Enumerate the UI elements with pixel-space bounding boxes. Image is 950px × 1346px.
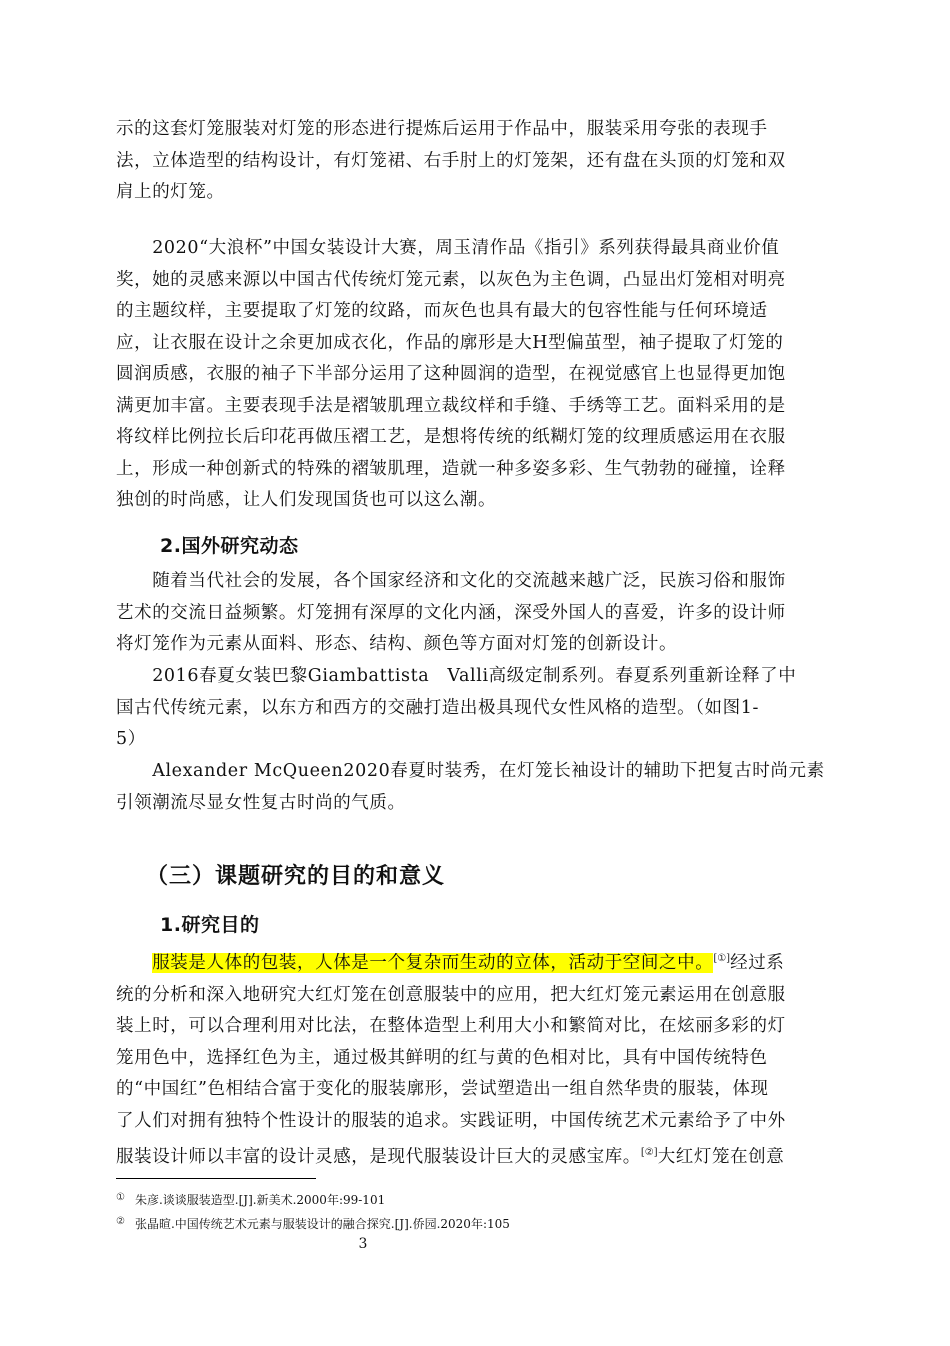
page-number: 3 bbox=[358, 1236, 368, 1252]
highlighted-text: 服装是人体的包装，人体是一个复杂而生动的立体，活动于空间之中。 bbox=[152, 953, 714, 973]
text-line: 应，让衣服在设计之余更加成衣化，作品的廓形是大H型偏茧型，袖子提取了灯笼的 bbox=[116, 332, 784, 353]
text-fragment: 大红灯笼在创意 bbox=[657, 1147, 785, 1167]
text-line: 法，立体造型的结构设计，有灯笼裙、右手肘上的灯笼架，还有盘在头顶的灯笼和双 bbox=[116, 150, 786, 171]
paragraph-dalang-cup bbox=[116, 233, 834, 517]
paragraph-giambattista-valli bbox=[116, 661, 834, 756]
footnote-text: 张晶暄.中国传统艺术元素与服装设计的融合探究.[J].侨园.2020年:105 bbox=[134, 1217, 510, 1231]
text-line: 2016春夏女装巴黎Giambattista Valli高级定制系列。春夏系列重新诠释了中 bbox=[116, 666, 797, 686]
text-line: 国古代传统元素，以东方和西方的交融打造出极具现代女性风格的造型。（如图1- bbox=[116, 697, 759, 718]
text-line: 肩上的灯笼。 bbox=[116, 182, 225, 202]
text-line: 笼用色中，选择红色为主，通过极其鲜明的红与黄的色相对比，具有中国传统特色 bbox=[116, 1047, 768, 1068]
footnote-ref-2[interactable]: [②] bbox=[640, 1147, 658, 1158]
text-line: 示的这套灯笼服装对灯笼的形态进行提炼后运用于作品中，服装采用夸张的表现手 bbox=[116, 119, 768, 139]
footnote-separator bbox=[116, 1178, 316, 1179]
footnote-mark: ① bbox=[116, 1192, 125, 1203]
text-line: 的“中国红”色相结合富于变化的服装廓形，尝试塑造出一组自然华贵的服装，体现 bbox=[116, 1079, 769, 1099]
footnote-2 bbox=[116, 1214, 510, 1232]
text-line: 将纹样比例拉长后印花再做压褶工艺，是想将传统的纸糊灯笼的纹理质感运用在衣服 bbox=[116, 427, 786, 447]
paragraph-lantern-costume bbox=[116, 114, 834, 209]
footnote-ref-1[interactable]: [①] bbox=[713, 953, 731, 964]
heading-section-purpose-significance: （三）课题研究的目的和意义 bbox=[146, 864, 446, 889]
heading-research-purpose: 1.研究目的 bbox=[160, 914, 260, 936]
text-line: 装上时，可以合理利用对比法，在整体造型上利用大小和繁简对比，在炫丽多彩的灯 bbox=[116, 1016, 786, 1036]
paragraph-cultural-exchange bbox=[116, 566, 834, 661]
text-line: 了人们对拥有独特个性设计的服装的追求。实践证明，中国传统艺术元素给予了中外 bbox=[116, 1110, 786, 1131]
heading-foreign-research: 2.国外研究动态 bbox=[160, 535, 299, 557]
text-line-first bbox=[116, 943, 834, 980]
text-line: Alexander McQueen2020春夏时装秀，在灯笼长袖设计的辅助下把复古时尚元素 bbox=[116, 761, 825, 781]
text-fragment: 经过系 bbox=[730, 953, 785, 973]
text-line: 的主题纹样，主要提取了灯笼的纹路，而灰色也具有最大的包容性能与任何环境适 bbox=[116, 301, 768, 321]
text-line-last bbox=[116, 1137, 834, 1174]
text-line: 满更加丰富。主要表现手法是褶皱肌理立裁纹样和手缝、手绣等工艺。面料采用的是 bbox=[116, 395, 786, 416]
text-line: 随着当代社会的发展，各个国家经济和文化的交流越来越广泛，民族习俗和服饰 bbox=[116, 571, 786, 591]
text-line: 5） bbox=[116, 729, 146, 749]
text-line: 2020“大浪杯”中国女装设计大赛，周玉清作品《指引》系列获得最具商业价值 bbox=[116, 238, 780, 258]
paragraph-research-purpose bbox=[116, 943, 834, 1174]
text-fragment: 服装设计师以丰富的设计灵感，是现代服装设计巨大的灵感宝库。 bbox=[116, 1147, 641, 1167]
footnote-text: 朱彦.谈谈服装造型.[J].新美术.2000年:99-101 bbox=[134, 1193, 386, 1207]
text-line: 上，形成一种创新式的特殊的褶皱肌理，造就一种多姿多彩、生气勃勃的碰撞，诠释 bbox=[116, 458, 786, 479]
text-line: 圆润质感，衣服的袖子下半部分运用了这种圆润的造型，在视觉感官上也显得更加饱 bbox=[116, 364, 786, 384]
text-line: 统的分析和深入地研究大红灯笼在创意服装中的应用，把大红灯笼元素运用在创意服 bbox=[116, 984, 786, 1005]
text-line: 独创的时尚感，让人们发现国货也可以这么潮。 bbox=[116, 490, 497, 510]
text-line: 艺术的交流日益频繁。灯笼拥有深厚的文化内涵，深受外国人的喜爱，许多的设计师 bbox=[116, 602, 786, 623]
paragraph-alexander-mcqueen bbox=[116, 756, 834, 819]
footnote-1 bbox=[116, 1190, 385, 1208]
footnote-mark: ② bbox=[116, 1216, 125, 1227]
text-line: 奖，她的灵感来源以中国古代传统灯笼元素，以灰色为主色调，凸显出灯笼相对明亮 bbox=[116, 269, 786, 290]
text-line: 将灯笼作为元素从面料、形态、结构、颜色等方面对灯笼的创新设计。 bbox=[116, 634, 678, 654]
text-line: 引领潮流尽显女性复古时尚的气质。 bbox=[116, 792, 406, 813]
